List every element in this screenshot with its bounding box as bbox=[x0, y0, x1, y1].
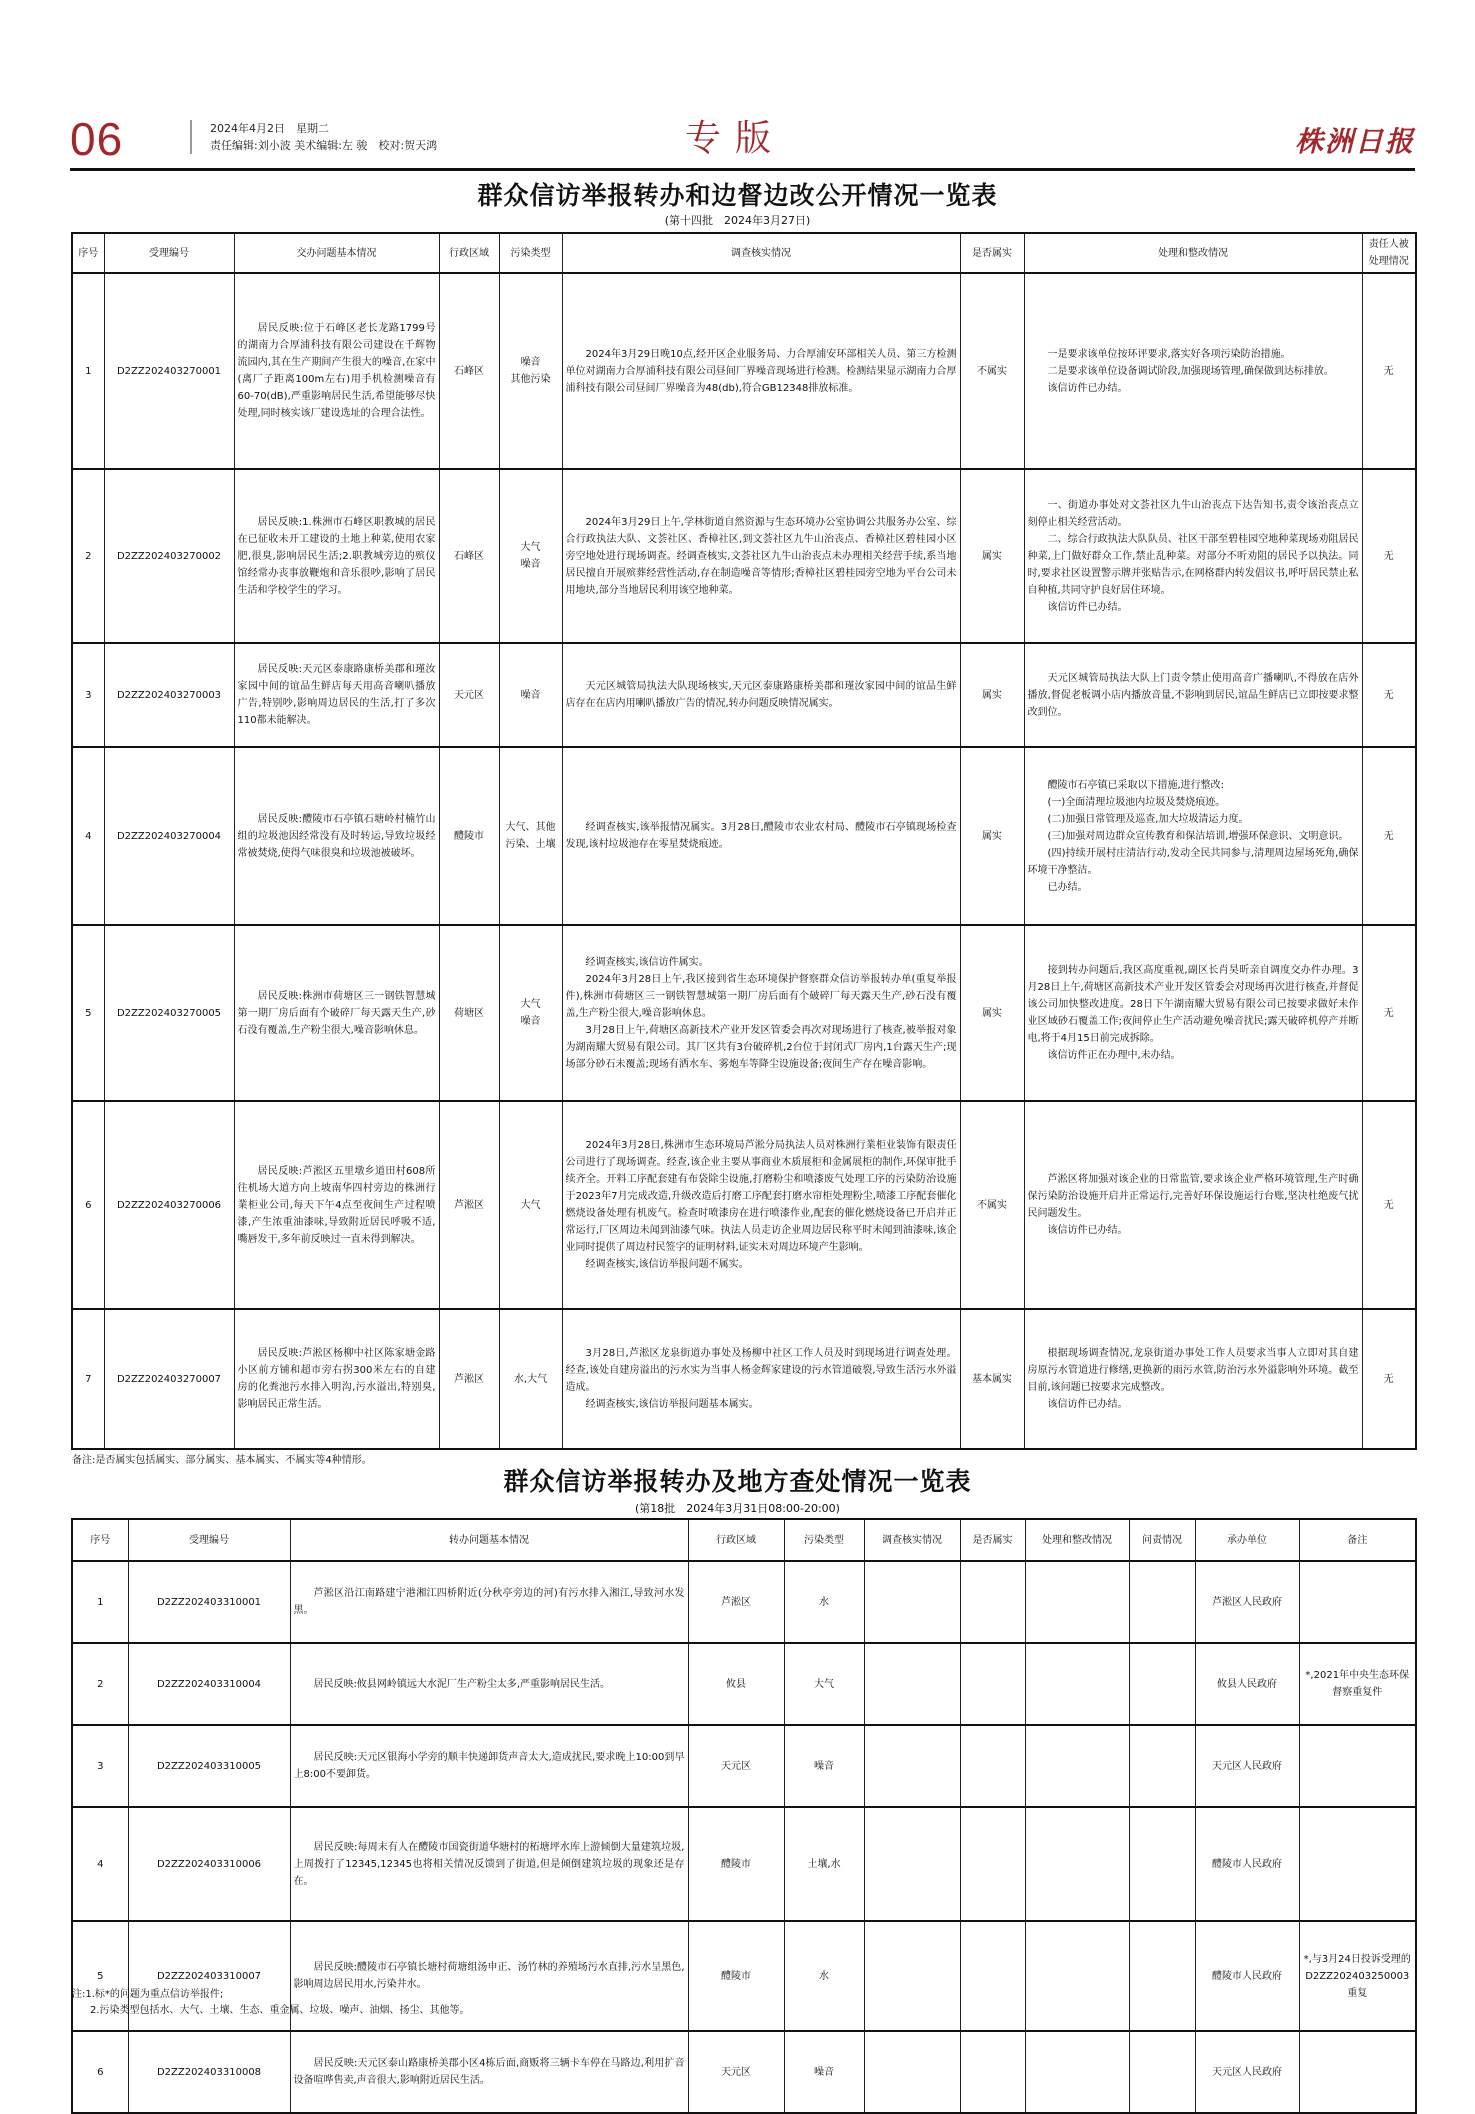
masthead bbox=[70, 112, 1415, 166]
case-id: D2ZZ202403310005 bbox=[128, 1725, 290, 1807]
verified-status: 属实 bbox=[960, 925, 1024, 1101]
editor-credits: 责任编辑:刘小波 美术编辑:左 骏 校对:贺天鸿 bbox=[210, 139, 438, 152]
accountability: 无 bbox=[1362, 273, 1416, 469]
handling-paragraph: (三)加强对周边群众宣传教育和保洁培训,增强环保意识、文明意识。 bbox=[1047, 830, 1349, 842]
case-id: D2ZZ202403310001 bbox=[128, 1561, 290, 1643]
investigation bbox=[864, 1921, 960, 2031]
investigation bbox=[864, 2031, 960, 2113]
accountability bbox=[1129, 1643, 1195, 1725]
remark bbox=[1299, 1725, 1416, 1807]
table1-subtitle: (第十四批 2024年3月27日) bbox=[664, 214, 811, 227]
handling-paragraph: 根据现场调查情况,龙泉街道办事处工作人员要求当事人立即对其自建房原污水管道进行修缮,更换新的雨污水管,防治污水外溢影响外环境。截至目前,该问题已按要求完成整改。 bbox=[1027, 1348, 1359, 1393]
handling-paragraph: 该信访件已办结。 bbox=[1047, 601, 1128, 613]
case-id: D2ZZ202403310008 bbox=[128, 2031, 290, 2113]
verified-status bbox=[960, 1561, 1025, 1643]
investigation-paragraph: 天元区城管局执法大队现场核实,天元区泰康路康桥美郡和瑾汝家园中间的谊品生鲜店存在在店内用喇叭播放广告的情况,转办问题反映情况属实。 bbox=[565, 681, 957, 709]
handling-paragraph: 一、街道办事处对文荟社区九牛山治丧点下达告知书,责令该治丧点立刻停止相关经营活动。 bbox=[1027, 499, 1359, 528]
issue-description bbox=[290, 1807, 688, 1921]
row-number: 1 bbox=[72, 273, 104, 469]
verified-status bbox=[960, 1725, 1025, 1807]
accountability: 无 bbox=[1362, 643, 1416, 747]
case-id: D2ZZ202403310007 bbox=[128, 1921, 290, 2031]
handling-paragraph: 接到转办问题后,我区高度重视,副区长肖昊昕亲自调度交办件办理。3月28日上午,荷塘区高新技术产业开发区管委会对现场再次进行核查,并督促该公司加快整改进度。28日下午湖南耀大贸易有限公司已按要求做好未作业区域砂石覆盖工作;夜间停止生产活动避免噪音扰民;露天破碎机停产并断电,将于4月15日前完成拆除。 bbox=[1027, 965, 1359, 1044]
issue-description bbox=[234, 1101, 439, 1309]
region: 天元区 bbox=[688, 2031, 784, 2113]
section-title: 专版 bbox=[685, 118, 786, 159]
row-number: 1 bbox=[72, 1561, 128, 1643]
table1-footnote: 备注:是否属实包括属实、部分属实、基本属实、不属实等4种情形。 bbox=[72, 1455, 372, 1466]
issue-description bbox=[234, 469, 439, 643]
accountability bbox=[1129, 1725, 1195, 1807]
issue-description bbox=[234, 747, 439, 925]
case-id: D2ZZ202403310006 bbox=[128, 1807, 290, 1921]
row-number: 7 bbox=[72, 1309, 104, 1449]
investigation-paragraph: 经调查核实,该举报情况属实。3月28日,醴陵市农业农村局、醴陵市石亭镇现场检查发现,该村垃圾池存在零星焚烧痕迹。 bbox=[565, 822, 957, 850]
region: 石峰区 bbox=[439, 469, 499, 643]
table2-header-10: 备注 bbox=[1299, 1519, 1416, 1561]
investigation bbox=[864, 1561, 960, 1643]
accountability bbox=[1129, 1921, 1195, 2031]
table2-header-5: 调查核实情况 bbox=[864, 1519, 960, 1561]
region: 天元区 bbox=[688, 1725, 784, 1807]
handling bbox=[1025, 1807, 1129, 1921]
region: 芦淞区 bbox=[439, 1309, 499, 1449]
accountability: 无 bbox=[1362, 1101, 1416, 1309]
verified-status bbox=[960, 2031, 1025, 2113]
issue-paragraph: 居民反映:芦淞区五里墩乡道田村608所往机场大道方向上坡南华四村旁边的株洲行業柜业公司,每天下午4点至夜间生产过程喷漆,产生浓重油漆味,导致附近居民呼吸不适,嘴唇发干,多年前反映过一直未得到解决。 bbox=[237, 1165, 436, 1245]
table1-header-0: 序号 bbox=[72, 233, 104, 273]
handling bbox=[1024, 643, 1362, 747]
investigation bbox=[864, 1643, 960, 1725]
handling-paragraph: 二是要求该单位设备调试阶段,加强现场管理,确保做到达标排放。 bbox=[1047, 365, 1334, 377]
verified-status bbox=[960, 1921, 1025, 2031]
remark bbox=[1299, 1561, 1416, 1643]
table2-header-7: 处理和整改情况 bbox=[1025, 1519, 1129, 1561]
case-id: D2ZZ202403270006 bbox=[104, 1101, 234, 1309]
handling bbox=[1024, 1101, 1362, 1309]
investigation bbox=[562, 925, 960, 1101]
footnote-2: 2.污染类型包括水、大气、土壤、生态、重金属、垃圾、噪声、油烟、扬尘、其他等。 bbox=[90, 2005, 470, 2016]
pollution-type: 土壤,水 bbox=[784, 1807, 864, 1921]
table1 bbox=[71, 232, 1417, 1450]
pollution-type: 大气、其他 污染、土壤 bbox=[499, 747, 562, 925]
remark: *,2021年中央生态环保督察重复件 bbox=[1299, 1643, 1416, 1725]
table2-header-8: 问责情况 bbox=[1129, 1519, 1195, 1561]
issue-description bbox=[290, 1643, 688, 1725]
handling-paragraph: 该信访件已办结。 bbox=[1047, 382, 1128, 394]
table1-header-4: 污染类型 bbox=[499, 233, 562, 273]
investigation bbox=[562, 1309, 960, 1449]
table2-title: 群众信访举报转办及地方查处情况一览表 bbox=[503, 1467, 972, 1496]
investigation bbox=[562, 273, 960, 469]
divider bbox=[190, 120, 192, 154]
table1-header-7: 处理和整改情况 bbox=[1024, 233, 1362, 273]
footnote-1: 注:1.标*的问题为重点信访举报件; bbox=[72, 1989, 224, 2000]
handling-unit: 天元区人民政府 bbox=[1195, 2031, 1299, 2113]
issue-description bbox=[234, 273, 439, 469]
table2-header-6: 是否属实 bbox=[960, 1519, 1025, 1561]
handling-unit: 醴陵市人民政府 bbox=[1195, 1807, 1299, 1921]
accountability bbox=[1129, 1561, 1195, 1643]
row-number: 3 bbox=[72, 643, 104, 747]
pollution-type: 水 bbox=[784, 1561, 864, 1643]
investigation bbox=[562, 643, 960, 747]
investigation-paragraph: 2024年3月29日上午,学林街道自然资源与生态环境办公室协调公共服务办公室、综合行政执法大队、文荟社区、香樟社区,到文荟社区九牛山治丧点、香樟社区碧桂园小区旁空地处进行现场调查。经调查核实,文荟社区九牛山治丧点未办理相关经营手续,系当地居民擅自开展殡葬经营性活动,存在制造噪音等情形;香樟社区碧桂园旁空地为平台公司未用地块,部分当地居民利用该空地种菜。 bbox=[565, 516, 957, 596]
handling-paragraph: 天元区城管局执法大队上门责令禁止使用高音广播喇叭,不得放在店外播放,督促老板调小店内播放音量,不影响到居民,谊品生鲜店已立即按要求整改到位。 bbox=[1027, 672, 1359, 718]
investigation-paragraph: 经调查核实,该信访举报问题基本属实。 bbox=[585, 1399, 759, 1410]
issue-description bbox=[290, 1561, 688, 1643]
handling-paragraph: 一是要求该单位按环评要求,落实好各项污染防治措施。 bbox=[1047, 348, 1291, 360]
issue-date: 2024年4月2日 星期二 bbox=[210, 122, 329, 135]
case-id: D2ZZ202403270002 bbox=[104, 469, 234, 643]
handling-unit: 攸县人民政府 bbox=[1195, 1643, 1299, 1725]
table2-footnotes bbox=[72, 1987, 470, 2019]
table1-row bbox=[72, 273, 1416, 469]
issue-paragraph: 居民反映:天元区银海小学旁的顺丰快递卸货声音太大,造成扰民,要求晚上10:00到早上8:00不要卸货。 bbox=[293, 1752, 685, 1780]
table1-header-2: 交办问题基本情况 bbox=[234, 233, 439, 273]
handling-unit: 芦淞区人民政府 bbox=[1195, 1561, 1299, 1643]
issue-description bbox=[234, 1309, 439, 1449]
handling-unit: 天元区人民政府 bbox=[1195, 1725, 1299, 1807]
table1-header-1: 受理编号 bbox=[104, 233, 234, 273]
handling-unit: 醴陵市人民政府 bbox=[1195, 1921, 1299, 2031]
table2-header-2: 转办问题基本情况 bbox=[290, 1519, 688, 1561]
handling bbox=[1025, 2031, 1129, 2113]
verified-status: 属实 bbox=[960, 643, 1024, 747]
row-number: 3 bbox=[72, 1725, 128, 1807]
newspaper-logo: 株洲日报 bbox=[1294, 125, 1415, 158]
table2-subtitle: (第18批 2024年3月31日08:00-20:00) bbox=[635, 1502, 840, 1515]
handling-paragraph: 已办结。 bbox=[1047, 881, 1088, 893]
table1-title: 群众信访举报转办和边督边改公开情况一览表 bbox=[477, 181, 998, 210]
case-id: D2ZZ202403270007 bbox=[104, 1309, 234, 1449]
table1-header-6: 是否属实 bbox=[960, 233, 1024, 273]
case-id: D2ZZ202403310004 bbox=[128, 1643, 290, 1725]
table2-header-0: 序号 bbox=[72, 1519, 128, 1561]
table2-row bbox=[72, 2031, 1416, 2113]
issue-paragraph: 居民反映:1.株洲市石峰区职教城的居民在已征收未开工建设的土地上种菜,使用农家肥,很臭,影响居民生活;2.职教城旁边的殡仪馆经常办丧事放鞭炮和音乐很吵,影响了居民生活和学校学生的学习。 bbox=[237, 516, 436, 596]
handling bbox=[1025, 1921, 1129, 2031]
issue-paragraph: 居民反映:每周末有人在醴陵市国瓷街道华塘村的柘塘坪水库上游倾倒大量建筑垃圾,上周拨打了12345,12345也将相关情况反馈到了街道,但是倾倒建筑垃圾的现象还是存在。 bbox=[293, 1841, 685, 1887]
table1-row bbox=[72, 1101, 1416, 1309]
case-id: D2ZZ202403270003 bbox=[104, 643, 234, 747]
issue-paragraph: 居民反映:醴陵市石亭镇长塘村荷塘组汤申正、汤竹林的养殖场污水直排,污水呈黑色,影响周边居民用水,污染井水。 bbox=[293, 1962, 685, 1990]
row-number: 6 bbox=[72, 1101, 104, 1309]
verified-status: 属实 bbox=[960, 469, 1024, 643]
pollution-type: 水 bbox=[784, 1921, 864, 2031]
row-number: 4 bbox=[72, 747, 104, 925]
row-number: 2 bbox=[72, 1643, 128, 1725]
table2-header-3: 行政区域 bbox=[688, 1519, 784, 1561]
page-number: 06 bbox=[70, 113, 124, 165]
region: 天元区 bbox=[439, 643, 499, 747]
verified-status: 不属实 bbox=[960, 273, 1024, 469]
handling-paragraph: (四)持续开展村庄清洁行动,发动全民共同参与,清理周边屋场死角,确保环境干净整洁。 bbox=[1027, 847, 1359, 876]
handling bbox=[1025, 1643, 1129, 1725]
table1-header-8: 责任人被处理情况 bbox=[1362, 233, 1416, 273]
issue-paragraph: 居民反映:天元区泰康路康桥美郡和瑾汝家园中间的谊品生鲜店每天用高音喇叭播放广告,特别吵,影响周边居民的生活,打了多次110都未能解决。 bbox=[237, 664, 436, 726]
issue-description bbox=[234, 643, 439, 747]
pollution-type: 噪音 其他污染 bbox=[499, 273, 562, 469]
handling-paragraph: 该信访件已办结。 bbox=[1047, 1225, 1128, 1236]
table2-header-4: 污染类型 bbox=[784, 1519, 864, 1561]
row-number: 2 bbox=[72, 469, 104, 643]
issue-description bbox=[290, 1725, 688, 1807]
handling bbox=[1024, 273, 1362, 469]
investigation-paragraph: 2024年3月28日,株洲市生态环境局芦淞分局执法人员对株洲行業柜业装饰有限责任公司进行了现场调查。经查,该企业主要从事商业木质展柜和金属展柜的制作,环保审批手续齐全。开料工序配套建有布袋除尘设施,打磨粉尘和喷漆废气处理工序的污染防治设施于2023年7月完成改造,升级改造后打磨工序配套打磨水帘柜处理粉尘,喷漆工序配套催化燃烧设备处理有机废气。检查时喷漆房在进行喷漆作业,配套的催化燃烧设备已开启并正常运行,厂区周边未闻到油漆气味。执法人员走访企业周边居民称平时未闻到油漆味,该企业同时提供了周边村民签字的证明材料,证实未对周边环境产生影响。 bbox=[565, 1140, 957, 1253]
investigation-paragraph: 经调查核实,该信访件属实。 bbox=[585, 956, 709, 968]
table2-header-1: 受理编号 bbox=[128, 1519, 290, 1561]
table2-row bbox=[72, 1643, 1416, 1725]
issue-paragraph: 居民反映:天元区泰山路康桥美郡小区4栋后面,商贩将三辆卡车停在马路边,利用扩音设备喧哗售卖,声音很大,影响附近居民生活。 bbox=[293, 2058, 685, 2086]
region: 芦淞区 bbox=[439, 1101, 499, 1309]
region: 攸县 bbox=[688, 1643, 784, 1725]
masthead-rule bbox=[70, 168, 1415, 171]
issue-description bbox=[290, 2031, 688, 2113]
pollution-type: 噪音 bbox=[499, 643, 562, 747]
verified-status: 不属实 bbox=[960, 1101, 1024, 1309]
handling-paragraph: 该信访件已办结。 bbox=[1047, 1399, 1128, 1410]
table1-row bbox=[72, 643, 1416, 747]
issue-paragraph: 芦淞区沿江南路建宁港湘江四桥附近(分秋亭旁边的河)有污水排入湘江,导致河水发黑。 bbox=[293, 1588, 685, 1616]
handling-paragraph: 芦淞区将加强对该企业的日常监管,要求该企业严格环境管理,生产时确保污染防治设施开启并正常运行,完善好环保设施运行台账,坚决杜绝废气扰民问题发生。 bbox=[1027, 1174, 1359, 1219]
case-id: D2ZZ202403270001 bbox=[104, 273, 234, 469]
issue-meta bbox=[210, 120, 437, 154]
table2 bbox=[71, 1518, 1417, 2114]
handling bbox=[1024, 747, 1362, 925]
verified-status bbox=[960, 1643, 1025, 1725]
investigation bbox=[562, 469, 960, 643]
table1-row bbox=[72, 1309, 1416, 1449]
row-number: 5 bbox=[72, 925, 104, 1101]
accountability bbox=[1129, 2031, 1195, 2113]
row-number: 5 bbox=[72, 1921, 128, 2031]
pollution-type: 水,大气 bbox=[499, 1309, 562, 1449]
table2-header-9: 承办单位 bbox=[1195, 1519, 1299, 1561]
row-number: 6 bbox=[72, 2031, 128, 2113]
pollution-type: 噪音 bbox=[784, 2031, 864, 2113]
table1-row bbox=[72, 925, 1416, 1101]
handling bbox=[1024, 925, 1362, 1101]
pollution-type: 大气 bbox=[784, 1643, 864, 1725]
row-number: 4 bbox=[72, 1807, 128, 1921]
table2-row bbox=[72, 1807, 1416, 1921]
investigation bbox=[562, 1101, 960, 1309]
verified-status: 基本属实 bbox=[960, 1309, 1024, 1449]
handling bbox=[1025, 1561, 1129, 1643]
investigation-paragraph: 3月28日,芦淞区龙泉街道办事处及杨柳中社区工作人员及时到现场进行调查处理。经查,该处自建房溢出的污水实为当事人杨金辉家建设的污水管道破裂,导致生活污水外溢造成。 bbox=[565, 1348, 957, 1393]
remark bbox=[1299, 2031, 1416, 2113]
accountability: 无 bbox=[1362, 747, 1416, 925]
handling bbox=[1024, 1309, 1362, 1449]
investigation-paragraph: 2024年3月28日上午,我区接到省生态环境保护督察群众信访举报转办单(重复举报件),株洲市荷塘区三一钢铁智慧城第一期厂房后面有个破碎厂每天露天生产,砂石没有覆盖,生产粉尘很大,噪音影响休息。 bbox=[565, 973, 957, 1019]
region: 石峰区 bbox=[439, 273, 499, 469]
investigation bbox=[864, 1725, 960, 1807]
handling bbox=[1024, 469, 1362, 643]
case-id: D2ZZ202403270005 bbox=[104, 925, 234, 1101]
accountability bbox=[1129, 1807, 1195, 1921]
investigation-paragraph: 2024年3月29日晚10点,经开区企业服务局、力合厚浦安环部相关人员、第三方检测单位对湖南力合厚浦科技有限公司昼间厂界噪音现场进行检测。检测结果显示湖南力合厚浦科技有限公司昼间厂界噪音为48(db),符合GB12348排放标准。 bbox=[565, 348, 957, 394]
accountability: 无 bbox=[1362, 925, 1416, 1101]
table1-row bbox=[72, 469, 1416, 643]
verified-status: 属实 bbox=[960, 747, 1024, 925]
issue-paragraph: 居民反映:攸县网岭镇远大水泥厂生产粉尘太多,严重影响居民生活。 bbox=[313, 1678, 611, 1690]
region: 醴陵市 bbox=[688, 1807, 784, 1921]
table1-header-3: 行政区域 bbox=[439, 233, 499, 273]
region: 醴陵市 bbox=[439, 747, 499, 925]
table1-row bbox=[72, 747, 1416, 925]
verified-status bbox=[960, 1807, 1025, 1921]
handling bbox=[1025, 1725, 1129, 1807]
handling-paragraph: (一)全面清理垃圾池内垃圾及焚烧痕迹。 bbox=[1047, 796, 1226, 808]
table1-header-5: 调查核实情况 bbox=[562, 233, 960, 273]
accountability: 无 bbox=[1362, 1309, 1416, 1449]
pollution-type: 大气 噪音 bbox=[499, 925, 562, 1101]
region: 芦淞区 bbox=[688, 1561, 784, 1643]
accountability: 无 bbox=[1362, 469, 1416, 643]
issue-paragraph: 居民反映:株洲市荷塘区三一钢铁智慧城第一期厂房后面有个破碎厂每天露天生产,砂石没有覆盖,生产粉尘很大,噪音影响休息。 bbox=[237, 990, 436, 1036]
table2-row bbox=[72, 1561, 1416, 1643]
issue-paragraph: 居民反映:芦淞区杨柳中社区陈家塘金路小区前方铺和超市旁右拐300米左右的自建房的化粪池污水排入明沟,污水溢出,特别臭,影响居民正常生活。 bbox=[237, 1348, 436, 1410]
table2-row bbox=[72, 1725, 1416, 1807]
investigation-paragraph: 经调查核实,该信访举报问题不属实。 bbox=[585, 1259, 749, 1270]
pollution-type: 噪音 bbox=[784, 1725, 864, 1807]
handling-paragraph: 二、综合行政执法大队队员、社区干部至碧桂园空地种菜现场劝阻居民种菜,上门做好群众工作,禁止乱种菜。对部分不听劝阻的居民予以执法。同时,要求社区设置警示牌并张贴告示,在网格群内转发倡议书,呼吁居民禁止私自种植,共同守护良好居住环境。 bbox=[1027, 533, 1359, 596]
handling-paragraph: (二)加强日常管理及巡查,加大垃圾清运力度。 bbox=[1047, 813, 1249, 825]
remark bbox=[1299, 1807, 1416, 1921]
pollution-type: 大气 bbox=[499, 1101, 562, 1309]
investigation bbox=[562, 747, 960, 925]
region: 荷塘区 bbox=[439, 925, 499, 1101]
case-id: D2ZZ202403270004 bbox=[104, 747, 234, 925]
handling-paragraph: 该信访件正在办理中,未办结。 bbox=[1047, 1050, 1181, 1061]
pollution-type: 大气 噪音 bbox=[499, 469, 562, 643]
remark: *,与3月24日投诉受理的D2ZZ202403250003重复 bbox=[1299, 1921, 1416, 2031]
region: 醴陵市 bbox=[688, 1921, 784, 2031]
handling-paragraph: 醴陵市石亭镇已采取以下措施,进行整改: bbox=[1047, 779, 1225, 791]
issue-description bbox=[234, 925, 439, 1101]
investigation-paragraph: 3月28日上午,荷塘区高新技术产业开发区管委会再次对现场进行了核查,被举报对象为湖南耀大贸易有限公司。其厂区共有3台破碎机,2台位于封闭式厂房内,1台露天生产;现场部分砂石未覆盖;现场有洒水车、雾炮车等降尘设施设备;夜间生产存在噪音影响。 bbox=[565, 1024, 957, 1070]
issue-paragraph: 居民反映:醴陵市石亭镇石塘岭村楠竹山组的垃圾池因经常没有及时转运,导致垃圾经常被焚烧,使得气味很臭和垃圾池被破坏。 bbox=[237, 813, 436, 859]
issue-paragraph: 居民反映:位于石峰区老长龙路1799号的湖南力合厚浦科技有限公司建设在千辉物流园内,其在生产期间产生很大的噪音,在家中(离厂子距离100m左右)用手机检测噪音有60-70(dB),严重影响居民生活,希望能够尽快处理,同时核实该厂建设选址的合理合法性。 bbox=[237, 323, 436, 419]
investigation bbox=[864, 1807, 960, 1921]
